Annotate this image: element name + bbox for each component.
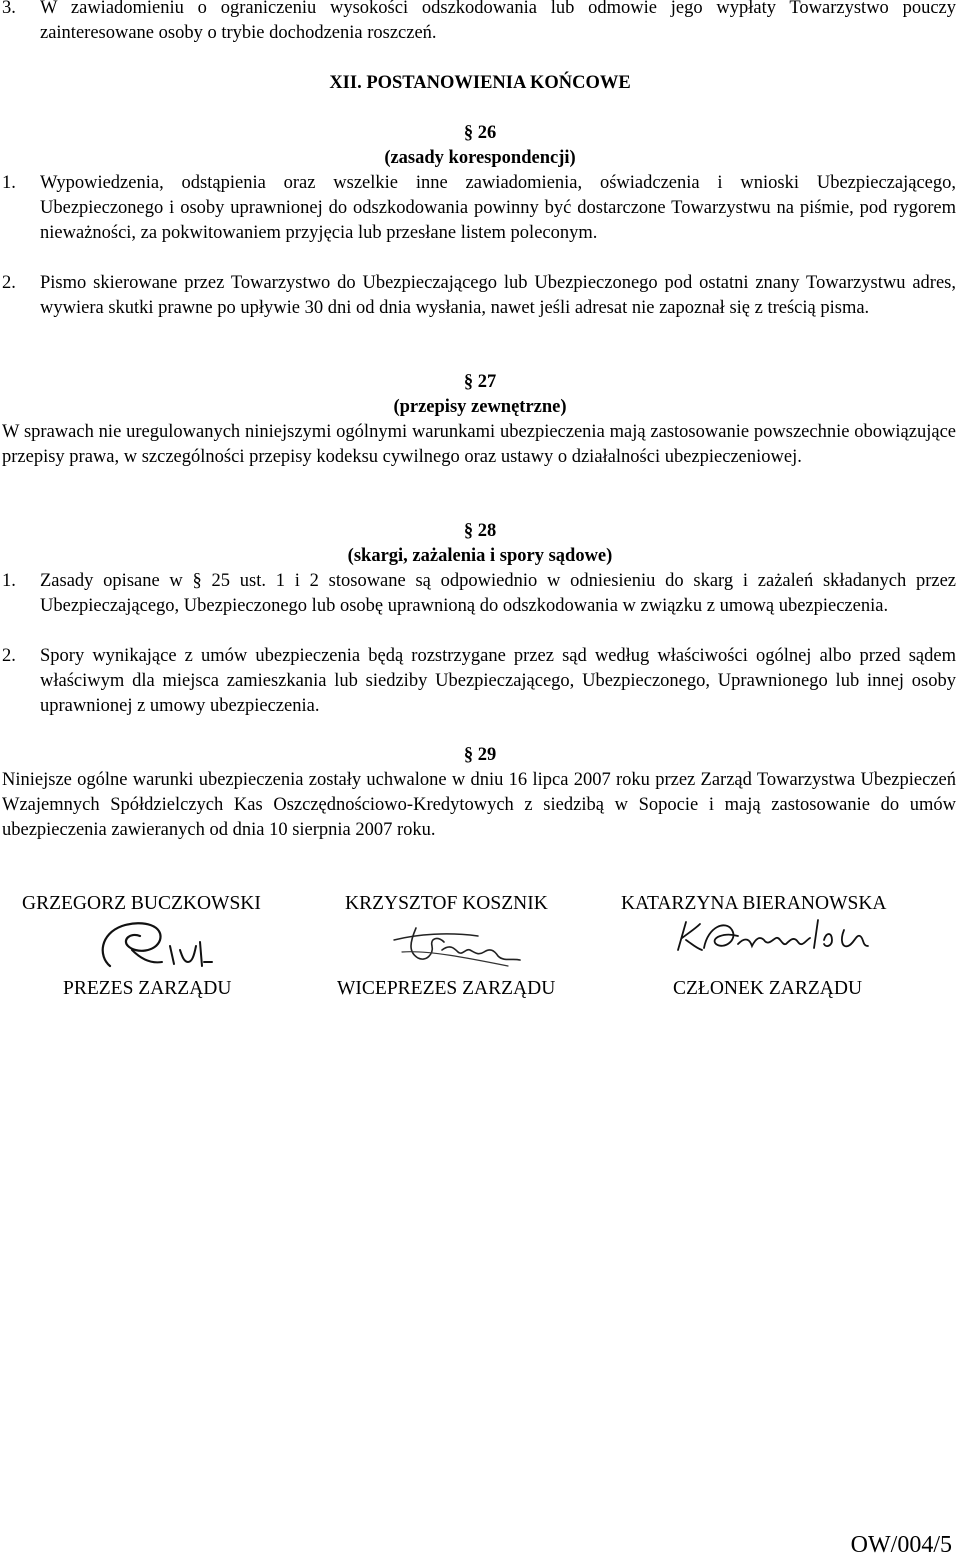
- signatory-title: WICEPREZES ZARZĄDU: [337, 978, 556, 999]
- paragraph-28-1: [0, 569, 956, 619]
- signatory-name: KATARZYNA BIERANOWSKA: [621, 893, 887, 914]
- signatory-title: CZŁONEK ZARZĄDU: [673, 978, 863, 999]
- section-heading-26: [0, 121, 960, 146]
- section-subtitle-28: (skargi, zażalenia i spory sądowe): [347, 546, 613, 566]
- section-symbol: §: [463, 123, 474, 143]
- section-symbol: §: [463, 521, 474, 541]
- section-heading-29: [0, 743, 960, 768]
- section-subtitle-26: (zasady korespondencji): [384, 148, 576, 168]
- handwritten-signature-1: [92, 916, 227, 972]
- document-code: OW/004/5: [850, 1532, 952, 1558]
- item-number: 1.: [2, 173, 16, 193]
- handwritten-signature-3: [668, 910, 888, 960]
- section-reference-symbol: §: [192, 571, 202, 591]
- section-number: 26: [477, 123, 497, 143]
- item-text: Wypowiedzenia, odstąpienia oraz wszelkie inne zawiadomienia, oświadczenia i wnioski Ubezpieczającego, Ubezpieczonego i osoby uprawnionej do odszkodowania powinny być dostarczone Towarzystwu na piśmie, pod rygorem nieważności, za pokwitowaniem przyjęcia lub przesłane listem poleconym.: [40, 173, 956, 243]
- item-number: 2.: [2, 646, 16, 666]
- paragraph-28-2: [0, 644, 956, 719]
- section-heading-27: [0, 370, 960, 395]
- item-number: 2.: [2, 273, 16, 293]
- section-number: 27: [477, 372, 497, 392]
- section-subtitle-27: (przepisy zewnętrzne): [393, 397, 567, 417]
- item-text: W zawiadomieniu o ograniczeniu wysokości odszkodowania lub odmowie jego wypłaty Towarzystwo pouczy zainteresowane osoby o trybie dochodzenia roszczeń.: [40, 0, 956, 43]
- item-text: [40, 569, 956, 619]
- item-text: Spory wynikające z umów ubezpieczenia będą rozstrzygane przez sąd według właściwości ogólnej albo przed sądem właściwym dla miejsca zamieszkania lub siedziby Ubezpieczającego, Ubezpieczonego, Uprawnionego lub innej osoby uprawnionej z umowy ubezpieczenia.: [40, 646, 956, 716]
- item-number: 3.: [2, 0, 16, 18]
- section-symbol: §: [463, 372, 474, 392]
- section-heading-28: [0, 519, 960, 544]
- section-number: 28: [477, 521, 497, 541]
- item-text-after: 25 ust. 1 i 2 stosowane są odpowiednio w odniesieniu do skarg i zażaleń składanych przez Ubezpieczającego, Ubezpieczonego lub osobę uprawnioną do odszkodowania w związku z umową ubezpieczenia.: [40, 571, 956, 616]
- paragraph-29: Niniejsze ogólne warunki ubezpieczenia zostały uchwalone w dniu 16 lipca 2007 roku przez Zarząd Towarzystwa Ubezpieczeń Wzajemnych Spółdzielczych Kas Oszczędnościowo-Kredytowych z siedzibą w Sopocie i mają zastosowanie do umów ubezpieczenia zawieranych od dnia 10 sierpnia 2007 roku.: [2, 770, 956, 840]
- item-text: Pismo skierowane przez Towarzystwo do Ubezpieczającego lub Ubezpieczonego pod ostatni znany Towarzystwu adres, wywiera skutki prawne po upływie 30 dni od dnia wysłania, nawet jeśli adresat nie zapoznał się z treścią pisma.: [40, 273, 956, 318]
- item-number: 1.: [2, 571, 16, 591]
- paragraph-26-2: [0, 271, 956, 321]
- signatory-name: KRZYSZTOF KOSZNIK: [345, 893, 548, 914]
- section-symbol: §: [463, 745, 474, 765]
- chapter-title: XII. POSTANOWIENIA KOŃCOWE: [329, 73, 631, 93]
- section-number: 29: [477, 745, 497, 765]
- paragraph-item-3: [0, 0, 956, 46]
- handwritten-signature-2: [388, 918, 528, 972]
- paragraph-26-1: [0, 171, 956, 246]
- paragraph-27: W sprawach nie uregulowanych niniejszymi ogólnymi warunkami ubezpieczenia mają zastosowanie powszechnie obowiązujące przepisy prawa, w szczególności przepisy kodeksu cywilnego oraz ustawy o działalności ubezpieczeniowej.: [2, 422, 956, 467]
- item-text-before: Zasady opisane w: [40, 571, 193, 591]
- signatory-title: PREZES ZARZĄDU: [63, 978, 232, 999]
- signatory-name: GRZEGORZ BUCZKOWSKI: [22, 893, 261, 914]
